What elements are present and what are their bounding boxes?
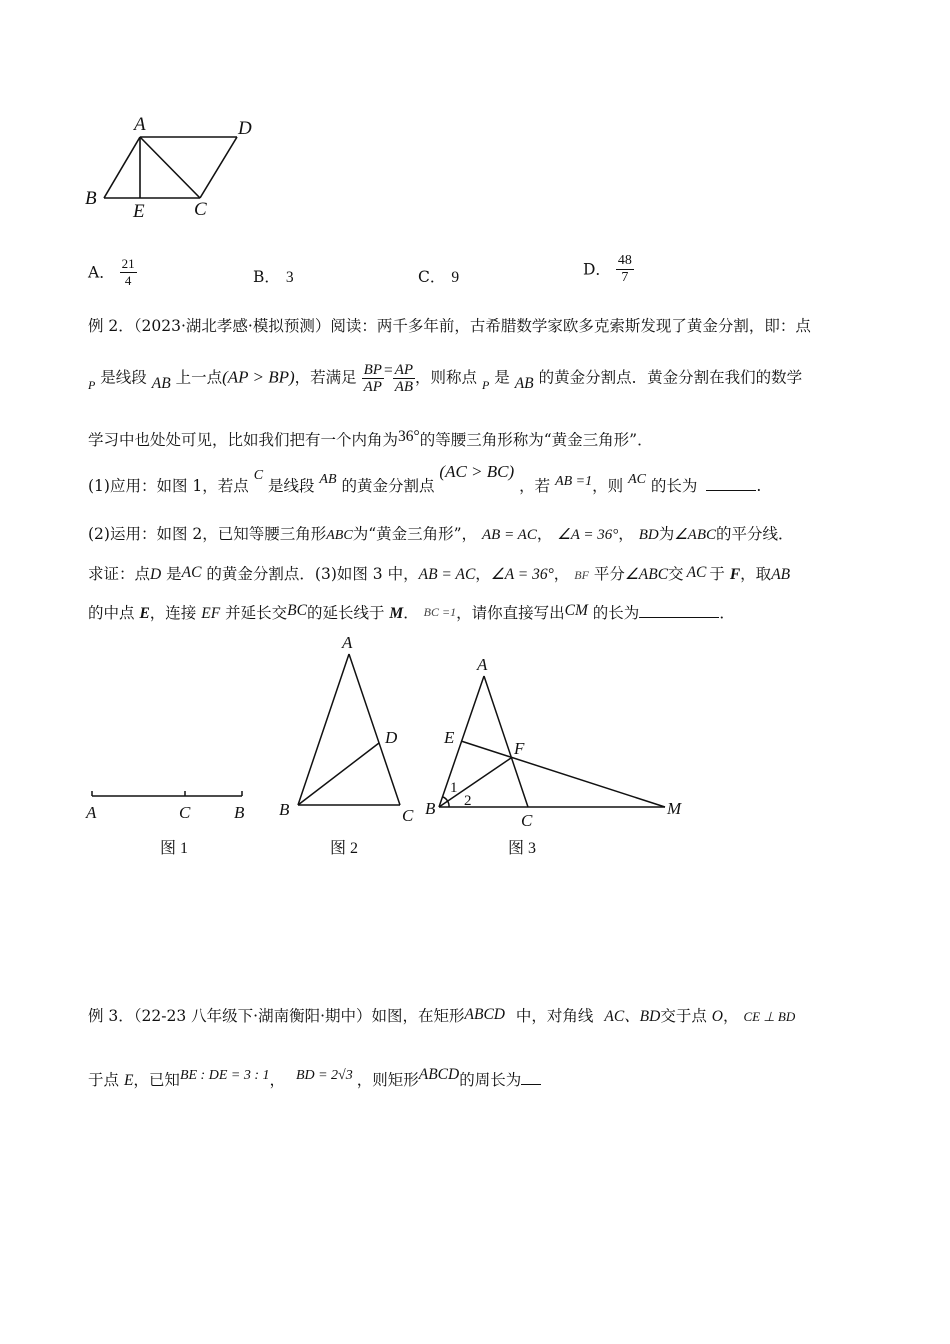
var-ab: AB <box>514 374 534 392</box>
ex2-text: 于 <box>709 565 725 583</box>
side-ab <box>298 654 349 805</box>
ex2-text: 交 <box>668 565 684 583</box>
ex2-line3 <box>88 430 653 451</box>
angle-a-36: ∠A = 36° <box>490 566 554 583</box>
option-a-num: 21 <box>121 256 135 271</box>
ex3-text: ，则矩形 <box>356 1071 419 1089</box>
frac-num: AP <box>394 362 414 378</box>
var-ac-bd: AC、BD <box>604 1008 661 1025</box>
eq-ab-1: AB =1 <box>555 474 593 489</box>
ex2-text: 的延长线于 <box>306 604 385 622</box>
line-em <box>461 741 665 807</box>
ratio-be-de: BE : DE = 3 : 1 <box>179 1068 270 1083</box>
option-a-letter: A． <box>88 263 115 282</box>
ex2-text: 是 <box>166 565 182 583</box>
fig2-label-d: D <box>385 728 398 747</box>
option-c[interactable] <box>418 267 459 288</box>
eq-bc-1: BC =1 <box>423 605 457 619</box>
frac-den: AB <box>394 379 414 395</box>
parallelogram-figure <box>80 110 270 230</box>
figure-3 <box>425 655 682 857</box>
side-ab <box>104 137 140 198</box>
fraction-bp-ap <box>362 362 384 395</box>
fig3-angle-2: 2 <box>464 793 472 809</box>
ex2-text: 求证：点 <box>88 565 151 583</box>
ex2-q1 <box>88 462 762 498</box>
ex2-text: 并延长交 <box>225 604 288 622</box>
ex2-text: ， <box>536 525 553 543</box>
frac-den: AP <box>363 379 382 395</box>
fig3-label-m: M <box>667 799 682 818</box>
option-a-den: 4 <box>124 273 132 288</box>
side-dc <box>200 137 237 198</box>
ex2-text: 是线段 <box>267 477 315 495</box>
ce-perp-bd: CE ⊥ BD <box>743 1009 796 1024</box>
var-ab: AB <box>151 374 171 392</box>
ex2-text: ， <box>475 565 491 583</box>
answer-blank-q1[interactable] <box>706 490 756 491</box>
fig2-label-a: A <box>342 633 353 652</box>
eq-ab-ac: AB = AC <box>482 527 537 543</box>
figure-2 <box>279 633 414 857</box>
var-d: D <box>150 566 162 583</box>
frac-num: BP <box>363 362 382 378</box>
equals: = <box>383 361 393 379</box>
figure-1 <box>85 791 245 857</box>
ex3-text: 例 3．（22-23 八年级下·湖南衡阳·期中）如图，在矩形 <box>88 1007 465 1025</box>
label-d: D <box>238 118 252 139</box>
ex2-text: 的平分线． <box>716 525 794 543</box>
fig1-label-b: B <box>234 803 245 822</box>
fig2-caption: 图 2 <box>330 840 359 857</box>
fig3-label-b: B <box>425 799 436 818</box>
ex3-text: ，已知 <box>133 1071 180 1089</box>
ex2-text: 为 <box>658 525 675 543</box>
var-p: P <box>88 377 96 392</box>
var-cm: CM <box>564 602 588 619</box>
eq-bd: BD = 2√3 <box>295 1068 353 1083</box>
fig3-label-f: F <box>514 739 525 758</box>
var-e: E <box>123 1072 134 1089</box>
ex2-line2 <box>88 362 802 395</box>
ex3-line2 <box>88 1066 541 1092</box>
var-ef: EF <box>201 605 221 622</box>
ex2-text: 的长为 <box>650 477 698 495</box>
ex3-text: 交于点 <box>660 1007 707 1025</box>
fig3-label-c: C <box>521 811 533 830</box>
ex2-text: ，请你直接写出 <box>456 604 565 622</box>
option-d-den: 7 <box>621 270 629 285</box>
ex3-text: 于点 <box>88 1071 120 1089</box>
var-bc: BC <box>287 602 307 619</box>
ex2-q3 <box>88 603 735 624</box>
ex2-text: 的中点 <box>88 604 135 622</box>
fig1-label-c: C <box>179 803 191 822</box>
option-c-letter: C． <box>418 268 446 286</box>
label-b: B <box>85 188 97 209</box>
option-d-letter: D． <box>583 260 611 279</box>
diagonal-ac <box>140 137 200 198</box>
fig3-angle-1: 1 <box>450 780 458 796</box>
ex2-text: 的黄金分割点．(3)如图 3 中， <box>206 565 419 583</box>
ex2-text: ，若满足 <box>294 368 357 387</box>
ex2-q2 <box>88 524 794 546</box>
answer-blank-q3[interactable] <box>639 617 719 618</box>
option-a[interactable] <box>88 256 137 289</box>
label-a: A <box>134 114 146 135</box>
label-c: C <box>194 199 207 220</box>
ex2-text: ，则 <box>592 477 624 495</box>
option-a-fraction <box>120 256 137 289</box>
ex2-text: (2)运用：如图 2，已知等腰三角形 <box>88 525 327 543</box>
ex2-text: 是 <box>494 368 510 387</box>
ex2-text: 平分 <box>593 565 625 583</box>
var-abcd: ABCD <box>464 1006 505 1023</box>
ex2-text: 的黄金分割点．黄金分割在我们的数学 <box>538 368 803 387</box>
fig1-label-a: A <box>86 803 97 822</box>
ex2-text: (1)应用：如图 1，若点 <box>88 477 249 495</box>
var-c: C <box>253 468 264 483</box>
option-d-fraction <box>616 253 634 286</box>
label-e: E <box>133 201 145 222</box>
fraction-ap-ab <box>393 362 415 395</box>
var-f: F <box>729 566 741 583</box>
fig3-label-e: E <box>444 728 455 747</box>
ex2-text: ． <box>719 604 735 622</box>
fig2-label-b: B <box>279 800 290 819</box>
ex3-line1 <box>88 1006 795 1027</box>
var-ac: AC <box>628 472 646 487</box>
ex3-text: 的周长为 <box>459 1071 522 1089</box>
ex3-text: ， <box>723 1007 739 1025</box>
ex2-text: ，若 <box>519 477 551 495</box>
ex2-text: 是线段 <box>100 368 147 387</box>
ex2-text: 的长为 <box>592 604 640 622</box>
ex2-text: ，则称点 <box>415 368 478 387</box>
eq-ab-ac: AB = AC <box>418 566 476 583</box>
var-e: E <box>139 605 150 622</box>
fig3-caption: 图 3 <box>508 840 537 857</box>
answer-blank-ex3[interactable] <box>521 1084 541 1085</box>
option-b-value: 3 <box>285 269 294 286</box>
fig3-label-a: A <box>477 655 488 674</box>
ex2-text: 的等腰三角形称为“黄金三角形”． <box>419 431 653 449</box>
ex2-text: ． <box>403 604 419 622</box>
ex2-text: 的黄金分割点 <box>341 477 435 495</box>
var-abc: ABC <box>326 528 353 543</box>
var-ab: AB <box>771 566 791 583</box>
ex2-text: ， <box>553 565 570 583</box>
angle-36: 36° <box>398 428 420 445</box>
var-ac: AC <box>181 564 202 581</box>
cond-ac-bc: (AC > BC) <box>439 462 515 481</box>
var-abcd: ABCD <box>418 1066 460 1083</box>
var-bd: BD <box>638 527 659 543</box>
bisector-bd <box>298 743 379 805</box>
ex2-text: 上一点 <box>175 368 223 387</box>
ex2-text: ，连接 <box>149 604 197 622</box>
angle-a-36: ∠A = 36° <box>557 527 619 543</box>
cond-ap-bp: (AP > BP) <box>222 367 295 387</box>
var-bf: BF <box>574 568 589 582</box>
var-o: O <box>711 1008 723 1025</box>
option-d[interactable] <box>583 253 634 286</box>
ex3-text: ， <box>269 1071 285 1089</box>
ex2-line1: 例 2．（2023·湖北孝感·模拟预测）阅读：两千多年前，古希腊数学家欧多克索斯发现了黄金分割，即：点 <box>88 317 811 335</box>
angle-abc: ∠ABC <box>674 527 717 543</box>
ex2-text: ，取 <box>740 565 772 583</box>
var-p: P <box>481 377 490 392</box>
angle-abc: ∠ABC <box>624 566 669 583</box>
var-ab: AB <box>319 472 337 487</box>
var-ac: AC <box>686 564 707 581</box>
ex2-text: 为“黄金三角形”， <box>352 525 478 543</box>
option-b-letter: B． <box>253 268 280 286</box>
ex2-q2-q3 <box>88 564 790 585</box>
ex2-text: ， <box>618 525 634 543</box>
figure-row <box>80 625 700 870</box>
ex2-text: . <box>756 477 762 495</box>
option-d-num: 48 <box>617 253 632 268</box>
fig2-label-c: C <box>402 806 414 825</box>
option-b[interactable] <box>253 267 294 288</box>
ex3-text: 中，对角线 <box>515 1007 594 1025</box>
fig1-caption: 图 1 <box>160 840 189 857</box>
option-c-value: 9 <box>451 269 460 286</box>
ex2-text: 学习中也处处可见，比如我们把有一个内角为 <box>88 431 399 449</box>
var-m: M <box>389 605 404 622</box>
